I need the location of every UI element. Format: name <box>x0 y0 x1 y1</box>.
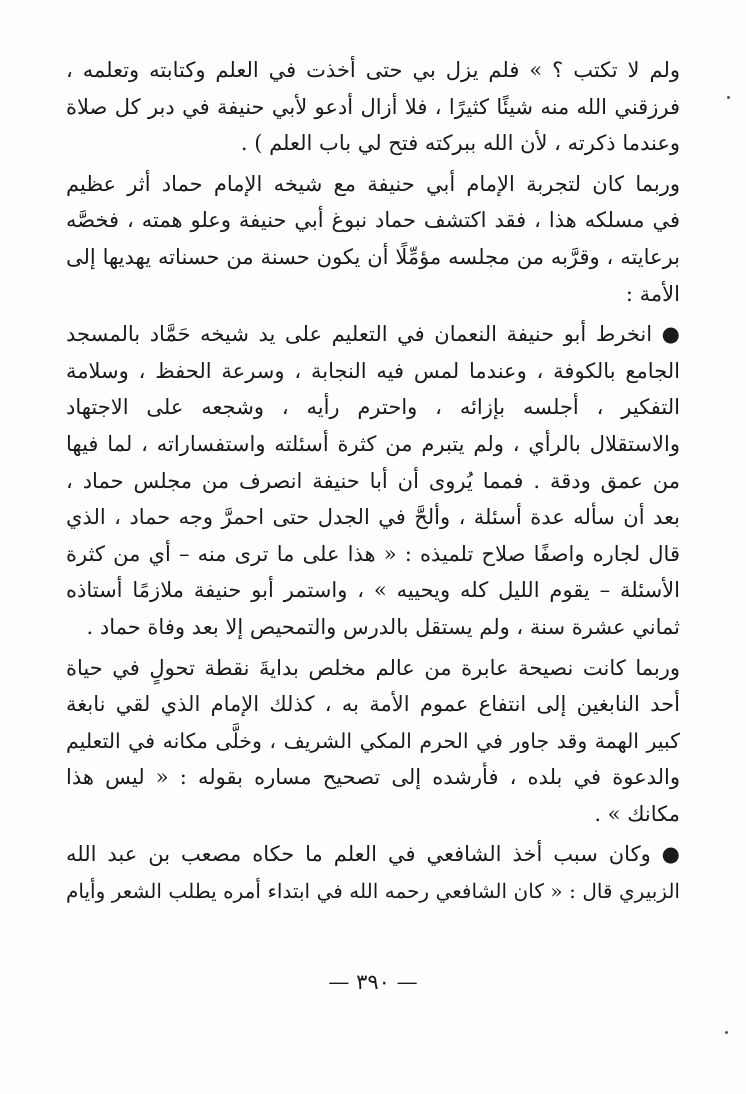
text-line: وعندما ذكرته ، لأن الله ببركته فتح لي باب العلم ) . <box>240 131 680 156</box>
text-line: ● انخرط أبو حنيفة النعمان في التعليم على يد شيخه حَمَّاد بالمسجد <box>66 322 680 347</box>
paragraph <box>66 316 680 645</box>
text-line: قال لجاره واصفًا صلاح تلميذه : « هذا على ما ترى منه – أي من كثرة <box>66 541 680 566</box>
text-line: ولم لا تكتب ؟ » فلم يزل بي حتى أخذت في العلم وكتابته وتعلمه ، <box>66 58 680 82</box>
text-line: وربما كانت نصيحة عابرة من عالم مخلص بدايةَ نقطة تحولٍ في حياة <box>66 655 680 680</box>
text-line: ● وكان سبب أخذ الشافعي في العلم ما حكاه مصعب بن عبد الله <box>66 842 680 867</box>
text-line: فرزقني الله منه شيئًا كثيرًا ، فلا أزال أدعو لأبي حنيفة في دبر كل صلاة <box>66 94 680 119</box>
text-line: بعد أن سأله عدة أسئلة ، وألحَّ في الجدل حتى احمرَّ وجه حماد ، الذي <box>66 505 680 530</box>
text-line: والاستقلال بالرأي ، ولم يتبرم من كثرة أسئلته واستفساراته ، لما فيها <box>66 431 680 456</box>
scan-speck <box>725 1031 728 1034</box>
text-line: مكانك » . <box>594 801 680 826</box>
text-line: كبير الهمة وقد جاور في الحرم المكي الشريف ، وخلَّى مكانه في التعليم <box>66 728 680 753</box>
text-line: الأمة : <box>625 281 680 306</box>
paragraph <box>66 650 680 833</box>
text-line: برعايته ، وقرَّبه من مجلسه مؤمِّلًا أن يكون حسنة من حسناته يهديها إلى <box>66 244 680 269</box>
text-line: الأسئلة – يقوم الليل كله ويحييه » ، واستمر أبو حنيفة ملازمًا أستاذه <box>66 578 680 603</box>
paragraph <box>66 836 680 909</box>
text-line: التفكير ، أجلسه بإزائه ، واحترم رأيه ، وشجعه على الاجتهاد <box>66 395 680 420</box>
page-body <box>66 52 680 910</box>
text-line: من عمق ودقة . فمما يُروى أن أبا حنيفة انصرف من مجلس حماد ، <box>66 468 680 493</box>
text-line: في مسلكه هذا ، فقد اكتشف حماد نبوغ أبي حنيفة وعلو همته ، فخصَّه <box>66 208 680 233</box>
text-line: الزبيري قال : « كان الشافعي رحمه الله في ابتداء أمره يطلب الشعر وأيام <box>66 879 680 904</box>
page-number: — ٣٩٠ — <box>328 970 418 994</box>
text-line: الجامع بالكوفة ، وعندما لمس فيه النجابة ، وسرعة الحفظ ، وسلامة <box>66 358 680 383</box>
text-line: أحد النابغين إلى انتفاع عموم الأمة به ، كذلك الإمام الذي لقي نابغة <box>66 692 680 717</box>
paragraph <box>66 166 680 312</box>
text-line: والدعوة في بلده ، فأرشده إلى تصحيح مساره بقوله : « ليس هذا <box>66 765 680 790</box>
scan-speck <box>727 96 730 99</box>
text-line: وربما كان لتجربة الإمام أبي حنيفة مع شيخه الإمام حماد أثر عظيم <box>66 171 680 196</box>
paragraph <box>66 52 680 162</box>
text-line: ثماني عشرة سنة ، ولم يستقل بالدرس والتمحيص إلا بعد وفاة حماد . <box>86 614 680 639</box>
